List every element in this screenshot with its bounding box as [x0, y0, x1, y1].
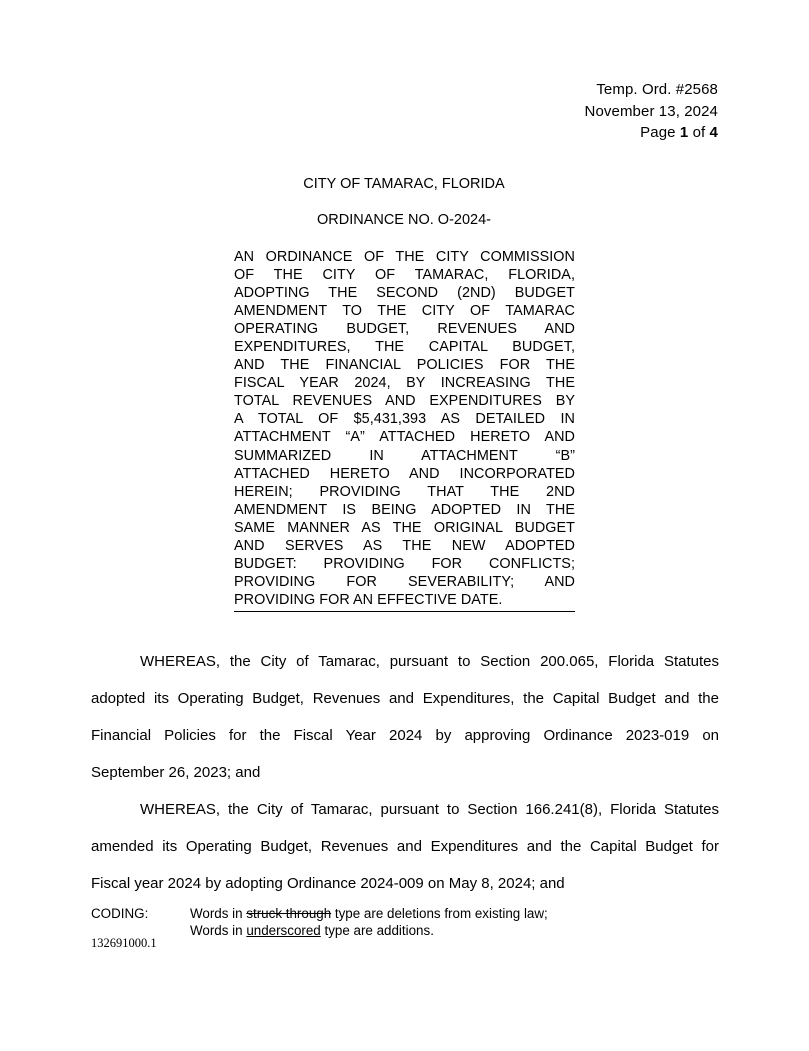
- ordinance-title-line: ATTACHED HERETO AND INCORPORATED: [234, 465, 575, 482]
- header-page-indicator: [585, 122, 718, 144]
- ordinance-title-line: TOTAL REVENUES AND EXPENDITURES BY: [234, 393, 575, 410]
- coding-line2-prefix: Words in: [190, 922, 247, 938]
- ordinance-title-line: OPERATING BUDGET, REVENUES AND: [234, 321, 575, 338]
- ordinance-title-line: BUDGET: PROVIDING FOR CONFLICTS;: [234, 555, 575, 572]
- heading-spacer: [234, 193, 574, 211]
- coding-text: [190, 906, 731, 939]
- coding-underscored-sample: underscored: [246, 922, 321, 938]
- coding-label: CODING:: [91, 906, 149, 921]
- header-date: November 13, 2024: [584, 102, 718, 120]
- ordinance-title-line: AND THE FINANCIAL POLICIES FOR THE: [234, 357, 575, 374]
- coding-row: [91, 906, 731, 939]
- body-paragraph: [91, 791, 719, 902]
- ordinance-number-heading: ORDINANCE NO. O-2024-: [316, 212, 492, 228]
- ordinance-title-line: OF THE CITY OF TAMARAC, FLORIDA,: [234, 267, 575, 284]
- ordinance-title-line: FISCAL YEAR 2024, BY INCREASING THE: [234, 375, 575, 392]
- ordinance-title-line: AN ORDINANCE OF THE CITY COMMISSION: [234, 249, 575, 265]
- coding-line1-prefix: Words in: [190, 906, 247, 921]
- ordinance-title-line: EXPENDITURES, THE CAPITAL BUDGET,: [234, 339, 575, 356]
- body-paragraph-line: adopted its Operating Budget, Revenues and Expenditures, the Capital Budget and the: [91, 690, 719, 707]
- coding-line1-suffix: type are deletions from existing law;: [331, 906, 548, 921]
- body-block: [91, 643, 719, 902]
- ordinance-title-line: PROVIDING FOR SEVERABILITY; AND: [234, 573, 575, 590]
- ordinance-title-line: A TOTAL OF $5,431,393 AS DETAILED IN: [234, 411, 575, 428]
- coding-additions-line: [190, 923, 731, 940]
- coding-line2-suffix: type are additions.: [320, 922, 434, 938]
- document-header: [585, 79, 718, 144]
- ordinance-title-line: ADOPTING THE SECOND (2ND) BUDGET: [234, 285, 575, 302]
- page-middle-label: of: [688, 124, 710, 141]
- ordinance-title-line: PROVIDING FOR AN EFFECTIVE DATE.: [234, 591, 503, 608]
- ordinance-title-line: SAME MANNER AS THE ORIGINAL BUDGET: [234, 519, 575, 536]
- page-number-value: 1: [679, 124, 689, 141]
- coding-struck-through-sample: struck through: [246, 906, 332, 921]
- page-prefix-label: Page: [640, 124, 680, 141]
- document-id: 132691000.1: [91, 936, 157, 950]
- ordinance-title-line: AMENDMENT IS BEING ADOPTED IN THE: [234, 501, 575, 518]
- page-total-value: 4: [709, 124, 718, 141]
- body-paragraph-line: September 26, 2023; and: [91, 764, 261, 781]
- city-heading: CITY OF TAMARAC, FLORIDA: [303, 176, 505, 192]
- body-paragraph: [91, 643, 719, 791]
- ordinance-title-line: HEREIN; PROVIDING THAT THE 2ND: [234, 483, 575, 500]
- body-paragraph-line: Fiscal year 2024 by adopting Ordinance 2024-009 on May 8, 2024; and: [91, 875, 565, 892]
- coding-deletions-line: [190, 906, 731, 923]
- ordinance-title-line: ATTACHMENT “A” ATTACHED HERETO AND: [234, 429, 575, 446]
- body-paragraph-line: WHEREAS, the City of Tamarac, pursuant to Section 200.065, Florida Statutes: [140, 653, 719, 670]
- heading-block: [234, 175, 574, 229]
- body-paragraph-line: Financial Policies for the Fiscal Year 2024 by approving Ordinance 2023-019 on: [91, 727, 719, 744]
- body-paragraph-line: WHEREAS, the City of Tamarac, pursuant to Section 166.241(8), Florida Statutes: [140, 801, 719, 818]
- ordinance-title-block: [234, 248, 575, 612]
- header-temp-ord: Temp. Ord. #2568: [596, 81, 718, 98]
- ordinance-title-line: AND SERVES AS THE NEW ADOPTED: [234, 537, 575, 554]
- ordinance-title-line: SUMMARIZED IN ATTACHMENT “B”: [234, 447, 575, 464]
- ordinance-title-line: AMENDMENT TO THE CITY OF TAMARAC: [234, 303, 575, 320]
- body-paragraph-line: amended its Operating Budget, Revenues and Expenditures and the Capital Budget for: [91, 838, 719, 855]
- coding-block: [91, 906, 731, 939]
